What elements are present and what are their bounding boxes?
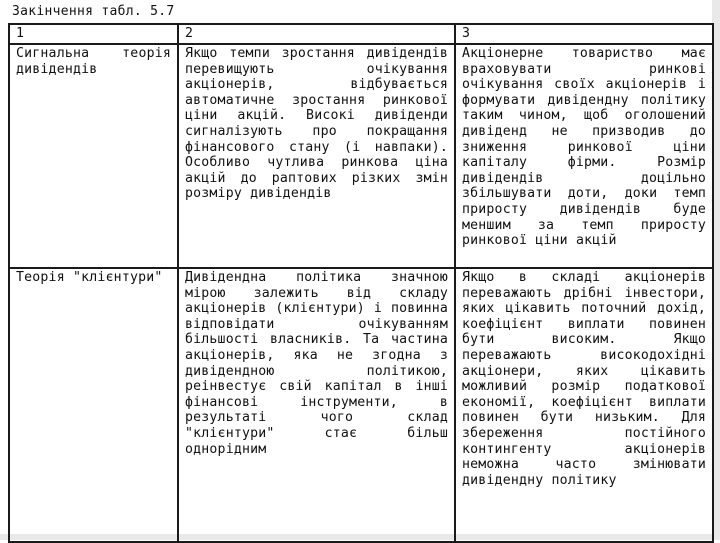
dividend-theories-table xyxy=(8,23,714,543)
header-cell-1: 1 xyxy=(9,24,178,44)
theory-conclusion-cell: Акціонерне товариство має враховувати ринкові очікування своїх акціонерів і формувати дивідендну політику таким чином, щоб оголошений дивіденд не призводив до зниження ринкової ціни капіталу фірми. Розмір дивідендів доцільно збільшувати доти, доки темп приросту дивідендів буде меншим за темп приросту ринкової ціни акцій xyxy=(455,44,713,268)
table-caption: Закінчення табл. 5.7 xyxy=(12,4,175,19)
theory-name-cell: Сигнальна теорія дивідендів xyxy=(9,44,178,268)
header-cell-2: 2 xyxy=(178,24,455,44)
theory-conclusion-cell: Якщо в складі акціонерів переважають дрібні інвестори, яких цікавить поточний дохід, коефіцієнт виплати повинен бути високим. Якщо переважають високодохідні акціонери, яких цікавить можливий розмір податкової економії, коефіцієнт виплати повинен бути низьким. Для збереження постійного контингенту акціонерів неможна часто змінювати дивідендну політику xyxy=(455,268,713,542)
table-header-row xyxy=(9,24,713,44)
theory-essence-cell: Дивідендна політика значною мірою залежить від складу акціонерів (клієнтури) і повинна відповідати очікуванням більшості власників. Та частина акціонерів, яка не згодна з дивідендною політикою, реінвестує свій капітал в інші фінансові інструменти, в результаті чого склад "клієнтури" стає більш однорідним xyxy=(178,268,455,542)
table-row xyxy=(9,268,713,542)
table-row xyxy=(9,44,713,268)
theory-essence-cell: Якщо темпи зростання дивідендів перевищують очікування акціонерів, відбувається автоматичне зростання ринкової ціни акцій. Високі дивіденди сигналізують про покращання фінансового стану (і навпаки). Особливо чутлива ринкова ціна акцій до раптових різких змін розміру дивідендів xyxy=(178,44,455,268)
header-cell-3: 3 xyxy=(455,24,713,44)
theory-name-cell: Теорія "клієнтури" xyxy=(9,268,178,542)
